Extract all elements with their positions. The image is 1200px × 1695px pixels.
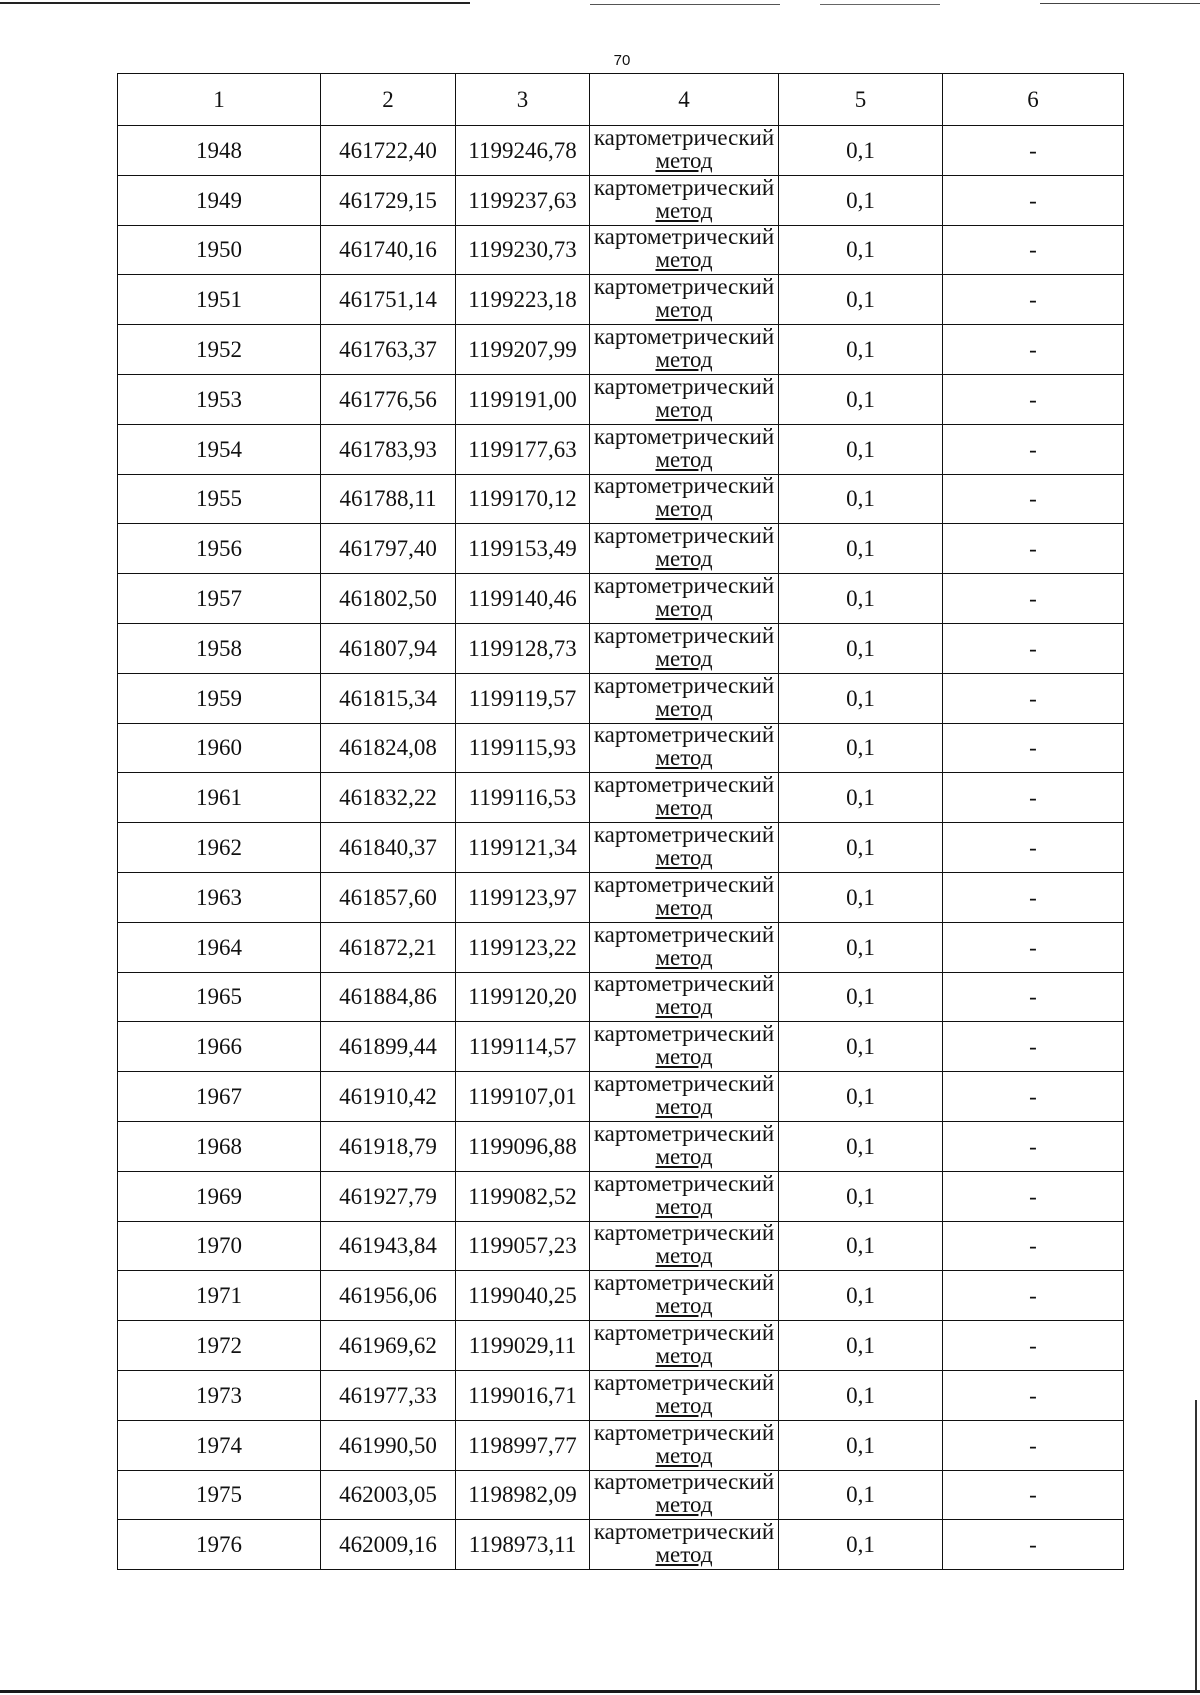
cell-method [590, 922, 779, 972]
cell-point-number: 1957 [118, 574, 321, 624]
cell-note: - [943, 1470, 1124, 1520]
cell-method [590, 1520, 779, 1570]
cell-accuracy: 0,1 [779, 574, 943, 624]
cell-note: - [943, 1171, 1124, 1221]
method-text: картометрический [593, 673, 775, 698]
cell-x-coordinate: 461872,21 [321, 922, 456, 972]
method-text: метод [655, 396, 713, 422]
cell-y-coordinate: 1199115,93 [456, 723, 590, 773]
cell-note: - [943, 673, 1124, 723]
cell-point-number: 1959 [118, 673, 321, 723]
method-text: картометрический [593, 1320, 775, 1346]
method-text: метод [655, 147, 713, 173]
cell-accuracy: 0,1 [779, 524, 943, 574]
cell-accuracy: 0,1 [779, 424, 943, 474]
method-text: метод [655, 297, 713, 323]
method-text: картометрический [593, 1519, 775, 1545]
cell-x-coordinate: 461751,14 [321, 275, 456, 325]
method-text: метод [655, 496, 713, 522]
cell-note: - [943, 1321, 1124, 1371]
cell-method [590, 1072, 779, 1122]
table-row [118, 175, 1124, 225]
cell-note: - [943, 1520, 1124, 1570]
cell-note: - [943, 723, 1124, 773]
cell-point-number: 1965 [118, 972, 321, 1022]
cell-note: - [943, 972, 1124, 1022]
cell-point-number: 1952 [118, 325, 321, 375]
cell-method [590, 1171, 779, 1221]
table-row [118, 1321, 1124, 1371]
cell-y-coordinate: 1199123,97 [456, 872, 590, 922]
table-row [118, 623, 1124, 673]
cell-method [590, 1470, 779, 1520]
cell-x-coordinate: 461899,44 [321, 1022, 456, 1072]
table-row [118, 922, 1124, 972]
method-text: картометрический [593, 1021, 775, 1047]
cell-point-number: 1972 [118, 1321, 321, 1371]
cell-accuracy: 0,1 [779, 1420, 943, 1470]
table-row [118, 1470, 1124, 1520]
cell-point-number: 1975 [118, 1470, 321, 1520]
cell-point-number: 1949 [118, 175, 321, 225]
table-row [118, 126, 1124, 176]
cell-accuracy: 0,1 [779, 374, 943, 424]
cell-point-number: 1951 [118, 275, 321, 325]
cell-accuracy: 0,1 [779, 325, 943, 375]
column-header: 1 [118, 74, 321, 126]
cell-point-number: 1969 [118, 1171, 321, 1221]
cell-y-coordinate: 1199040,25 [456, 1271, 590, 1321]
table-row [118, 673, 1124, 723]
cell-method [590, 823, 779, 873]
cell-method [590, 872, 779, 922]
cell-y-coordinate: 1199016,71 [456, 1370, 590, 1420]
cell-method [590, 1271, 779, 1321]
method-text: метод [655, 596, 713, 622]
method-text: метод [655, 446, 713, 472]
cell-note: - [943, 1420, 1124, 1470]
cell-y-coordinate: 1199121,34 [456, 823, 590, 873]
method-text: картометрический [593, 1420, 775, 1445]
method-text: картометрический [593, 623, 775, 648]
cell-y-coordinate: 1199223,18 [456, 275, 590, 325]
method-text: метод [655, 1343, 713, 1369]
method-text: картометрический [593, 922, 775, 947]
cell-y-coordinate: 1199191,00 [456, 374, 590, 424]
table-row [118, 474, 1124, 524]
cell-method [590, 1420, 779, 1470]
cell-y-coordinate: 1199246,78 [456, 126, 590, 176]
cell-point-number: 1964 [118, 922, 321, 972]
cell-method [590, 325, 779, 375]
method-text: картометрический [593, 1121, 775, 1146]
method-text: метод [655, 1392, 713, 1418]
table-row [118, 972, 1124, 1022]
table-header-row [118, 74, 1124, 126]
cell-y-coordinate: 1198982,09 [456, 1470, 590, 1520]
cell-point-number: 1955 [118, 474, 321, 524]
cell-y-coordinate: 1199177,63 [456, 424, 590, 474]
scan-edge-right [1195, 1400, 1197, 1690]
cell-method [590, 1321, 779, 1371]
cell-point-number: 1961 [118, 773, 321, 823]
table-row [118, 1072, 1124, 1122]
cell-method [590, 275, 779, 325]
cell-method [590, 1121, 779, 1171]
cell-accuracy: 0,1 [779, 673, 943, 723]
cell-y-coordinate: 1199082,52 [456, 1171, 590, 1221]
cell-x-coordinate: 461763,37 [321, 325, 456, 375]
cell-y-coordinate: 1199107,01 [456, 1072, 590, 1122]
method-text: картометрический [593, 324, 775, 350]
cell-x-coordinate: 461977,33 [321, 1370, 456, 1420]
method-text: картометрический [593, 1171, 775, 1196]
method-text: картометрический [593, 822, 775, 848]
table-row [118, 823, 1124, 873]
cell-x-coordinate: 461990,50 [321, 1420, 456, 1470]
method-text: картометрический [593, 1071, 775, 1097]
method-text: метод [655, 645, 713, 671]
page-number: 70 [613, 52, 631, 69]
cell-method [590, 374, 779, 424]
cell-method [590, 1370, 779, 1420]
cell-method [590, 972, 779, 1022]
cell-note: - [943, 474, 1124, 524]
cell-note: - [943, 424, 1124, 474]
cell-method [590, 225, 779, 275]
cell-accuracy: 0,1 [779, 972, 943, 1022]
cell-x-coordinate: 461783,93 [321, 424, 456, 474]
cell-note: - [943, 1072, 1124, 1122]
method-text: метод [655, 944, 713, 970]
cell-method [590, 524, 779, 574]
cell-point-number: 1968 [118, 1121, 321, 1171]
cell-point-number: 1956 [118, 524, 321, 574]
cell-accuracy: 0,1 [779, 1520, 943, 1570]
cell-accuracy: 0,1 [779, 1121, 943, 1171]
table-row [118, 1271, 1124, 1321]
cell-y-coordinate: 1199123,22 [456, 922, 590, 972]
cell-x-coordinate: 461927,79 [321, 1171, 456, 1221]
method-text: метод [655, 1044, 713, 1070]
scan-edge-bottom [0, 1690, 1200, 1693]
method-text: картометрический [593, 374, 775, 399]
cell-note: - [943, 275, 1124, 325]
table-row [118, 424, 1124, 474]
method-text: картометрический [593, 175, 775, 200]
cell-point-number: 1950 [118, 225, 321, 275]
cell-method [590, 474, 779, 524]
cell-x-coordinate: 462003,05 [321, 1470, 456, 1520]
cell-y-coordinate: 1198973,11 [456, 1520, 590, 1570]
cell-method [590, 1022, 779, 1072]
cell-note: - [943, 325, 1124, 375]
cell-point-number: 1958 [118, 623, 321, 673]
column-header: 2 [321, 74, 456, 126]
table-row [118, 374, 1124, 424]
method-text: метод [655, 1094, 713, 1120]
cell-x-coordinate: 461857,60 [321, 872, 456, 922]
cell-x-coordinate: 461956,06 [321, 1271, 456, 1321]
cell-point-number: 1954 [118, 424, 321, 474]
cell-accuracy: 0,1 [779, 823, 943, 873]
cell-point-number: 1960 [118, 723, 321, 773]
method-text: картометрический [593, 972, 775, 997]
cell-accuracy: 0,1 [779, 1171, 943, 1221]
cell-method [590, 1221, 779, 1271]
method-text: метод [655, 1293, 713, 1319]
cell-x-coordinate: 461729,15 [321, 175, 456, 225]
cell-method [590, 773, 779, 823]
scan-edge-top [590, 4, 780, 5]
cell-method [590, 673, 779, 723]
cell-note: - [943, 623, 1124, 673]
cell-method [590, 175, 779, 225]
cell-accuracy: 0,1 [779, 1370, 943, 1420]
table-row [118, 1370, 1124, 1420]
cell-note: - [943, 175, 1124, 225]
method-text: метод [655, 1542, 713, 1568]
method-text: картометрический [593, 523, 775, 549]
method-text: картометрический [593, 872, 775, 897]
table-body [118, 126, 1124, 1570]
cell-x-coordinate: 461776,56 [321, 374, 456, 424]
cell-point-number: 1976 [118, 1520, 321, 1570]
column-header: 3 [456, 74, 590, 126]
cell-note: - [943, 872, 1124, 922]
cell-accuracy: 0,1 [779, 1321, 943, 1371]
cell-y-coordinate: 1199170,12 [456, 474, 590, 524]
method-text: метод [655, 695, 713, 721]
cell-x-coordinate: 461788,11 [321, 474, 456, 524]
method-text: картометрический [593, 1270, 775, 1296]
cell-y-coordinate: 1199140,46 [456, 574, 590, 624]
cell-accuracy: 0,1 [779, 126, 943, 176]
cell-note: - [943, 1271, 1124, 1321]
table-row [118, 773, 1124, 823]
table-row [118, 1171, 1124, 1221]
column-header: 6 [943, 74, 1124, 126]
cell-accuracy: 0,1 [779, 1470, 943, 1520]
cell-accuracy: 0,1 [779, 175, 943, 225]
cell-x-coordinate: 461740,16 [321, 225, 456, 275]
scan-edge-top [820, 4, 940, 5]
cell-point-number: 1967 [118, 1072, 321, 1122]
cell-accuracy: 0,1 [779, 1072, 943, 1122]
method-text: картометрический [593, 125, 775, 150]
cell-note: - [943, 374, 1124, 424]
cell-point-number: 1973 [118, 1370, 321, 1420]
cell-point-number: 1963 [118, 872, 321, 922]
cell-note: - [943, 922, 1124, 972]
cell-accuracy: 0,1 [779, 474, 943, 524]
cell-point-number: 1962 [118, 823, 321, 873]
cell-method [590, 424, 779, 474]
cell-y-coordinate: 1199029,11 [456, 1321, 590, 1371]
method-text: метод [655, 745, 713, 771]
cell-accuracy: 0,1 [779, 1221, 943, 1271]
cell-point-number: 1948 [118, 126, 321, 176]
cell-accuracy: 0,1 [779, 1022, 943, 1072]
cell-x-coordinate: 461884,86 [321, 972, 456, 1022]
cell-accuracy: 0,1 [779, 773, 943, 823]
cell-x-coordinate: 461722,40 [321, 126, 456, 176]
table-row [118, 1022, 1124, 1072]
method-text: метод [655, 197, 713, 223]
table-row [118, 1221, 1124, 1271]
cell-y-coordinate: 1199057,23 [456, 1221, 590, 1271]
table-row [118, 1121, 1124, 1171]
cell-method [590, 126, 779, 176]
cell-point-number: 1970 [118, 1221, 321, 1271]
scan-edge-top [0, 2, 470, 4]
cell-y-coordinate: 1199230,73 [456, 225, 590, 275]
cell-note: - [943, 1022, 1124, 1072]
scan-edge-top [1040, 3, 1200, 4]
method-text: картометрический [593, 1221, 775, 1246]
method-text: метод [655, 894, 713, 920]
method-text: картометрический [593, 225, 775, 250]
cell-note: - [943, 1221, 1124, 1271]
cell-x-coordinate: 461824,08 [321, 723, 456, 773]
method-text: метод [655, 1243, 713, 1269]
method-text: метод [655, 795, 713, 821]
cell-y-coordinate: 1199207,99 [456, 325, 590, 375]
table-row [118, 1520, 1124, 1570]
method-text: метод [655, 994, 713, 1020]
method-text: метод [655, 1193, 713, 1219]
cell-accuracy: 0,1 [779, 922, 943, 972]
cell-accuracy: 0,1 [779, 225, 943, 275]
method-text: метод [655, 845, 713, 871]
cell-accuracy: 0,1 [779, 275, 943, 325]
cell-note: - [943, 126, 1124, 176]
cell-note: - [943, 574, 1124, 624]
table-row [118, 872, 1124, 922]
table-row [118, 574, 1124, 624]
method-text: картометрический [593, 274, 775, 300]
cell-accuracy: 0,1 [779, 1271, 943, 1321]
cell-x-coordinate: 461943,84 [321, 1221, 456, 1271]
cell-y-coordinate: 1199096,88 [456, 1121, 590, 1171]
cell-y-coordinate: 1199237,63 [456, 175, 590, 225]
method-text: метод [655, 247, 713, 273]
table-row [118, 524, 1124, 574]
cell-x-coordinate: 461918,79 [321, 1121, 456, 1171]
cell-y-coordinate: 1199153,49 [456, 524, 590, 574]
cell-x-coordinate: 461832,22 [321, 773, 456, 823]
method-text: метод [655, 347, 713, 373]
method-text: метод [655, 1143, 713, 1169]
method-text: метод [655, 1442, 713, 1468]
cell-x-coordinate: 461797,40 [321, 524, 456, 574]
cell-y-coordinate: 1199116,53 [456, 773, 590, 823]
cell-x-coordinate: 461807,94 [321, 623, 456, 673]
cell-accuracy: 0,1 [779, 723, 943, 773]
cell-x-coordinate: 461802,50 [321, 574, 456, 624]
cell-y-coordinate: 1199120,20 [456, 972, 590, 1022]
method-text: картометрический [593, 474, 775, 499]
table-row [118, 325, 1124, 375]
cell-method [590, 723, 779, 773]
cell-y-coordinate: 1199114,57 [456, 1022, 590, 1072]
method-text: картометрический [593, 573, 775, 599]
method-text: картометрический [593, 723, 775, 748]
cell-x-coordinate: 461840,37 [321, 823, 456, 873]
method-text: картометрический [593, 424, 775, 449]
table-row [118, 225, 1124, 275]
table-row [118, 723, 1124, 773]
cell-x-coordinate: 461815,34 [321, 673, 456, 723]
method-text: картометрический [593, 1370, 775, 1395]
cell-x-coordinate: 461910,42 [321, 1072, 456, 1122]
coordinates-table [117, 73, 1124, 1570]
cell-note: - [943, 823, 1124, 873]
cell-accuracy: 0,1 [779, 623, 943, 673]
column-header: 4 [590, 74, 779, 126]
method-text: метод [655, 546, 713, 572]
cell-point-number: 1974 [118, 1420, 321, 1470]
cell-accuracy: 0,1 [779, 872, 943, 922]
cell-method [590, 623, 779, 673]
cell-y-coordinate: 1199119,57 [456, 673, 590, 723]
cell-note: - [943, 524, 1124, 574]
cell-x-coordinate: 462009,16 [321, 1520, 456, 1570]
table-row [118, 1420, 1124, 1470]
cell-note: - [943, 773, 1124, 823]
cell-point-number: 1971 [118, 1271, 321, 1321]
cell-x-coordinate: 461969,62 [321, 1321, 456, 1371]
column-header: 5 [779, 74, 943, 126]
table-row [118, 275, 1124, 325]
cell-method [590, 574, 779, 624]
cell-note: - [943, 1121, 1124, 1171]
method-text: картометрический [593, 772, 775, 798]
cell-note: - [943, 225, 1124, 275]
cell-point-number: 1966 [118, 1022, 321, 1072]
method-text: картометрический [593, 1470, 775, 1495]
cell-y-coordinate: 1199128,73 [456, 623, 590, 673]
cell-point-number: 1953 [118, 374, 321, 424]
cell-note: - [943, 1370, 1124, 1420]
method-text: метод [655, 1492, 713, 1518]
cell-y-coordinate: 1198997,77 [456, 1420, 590, 1470]
